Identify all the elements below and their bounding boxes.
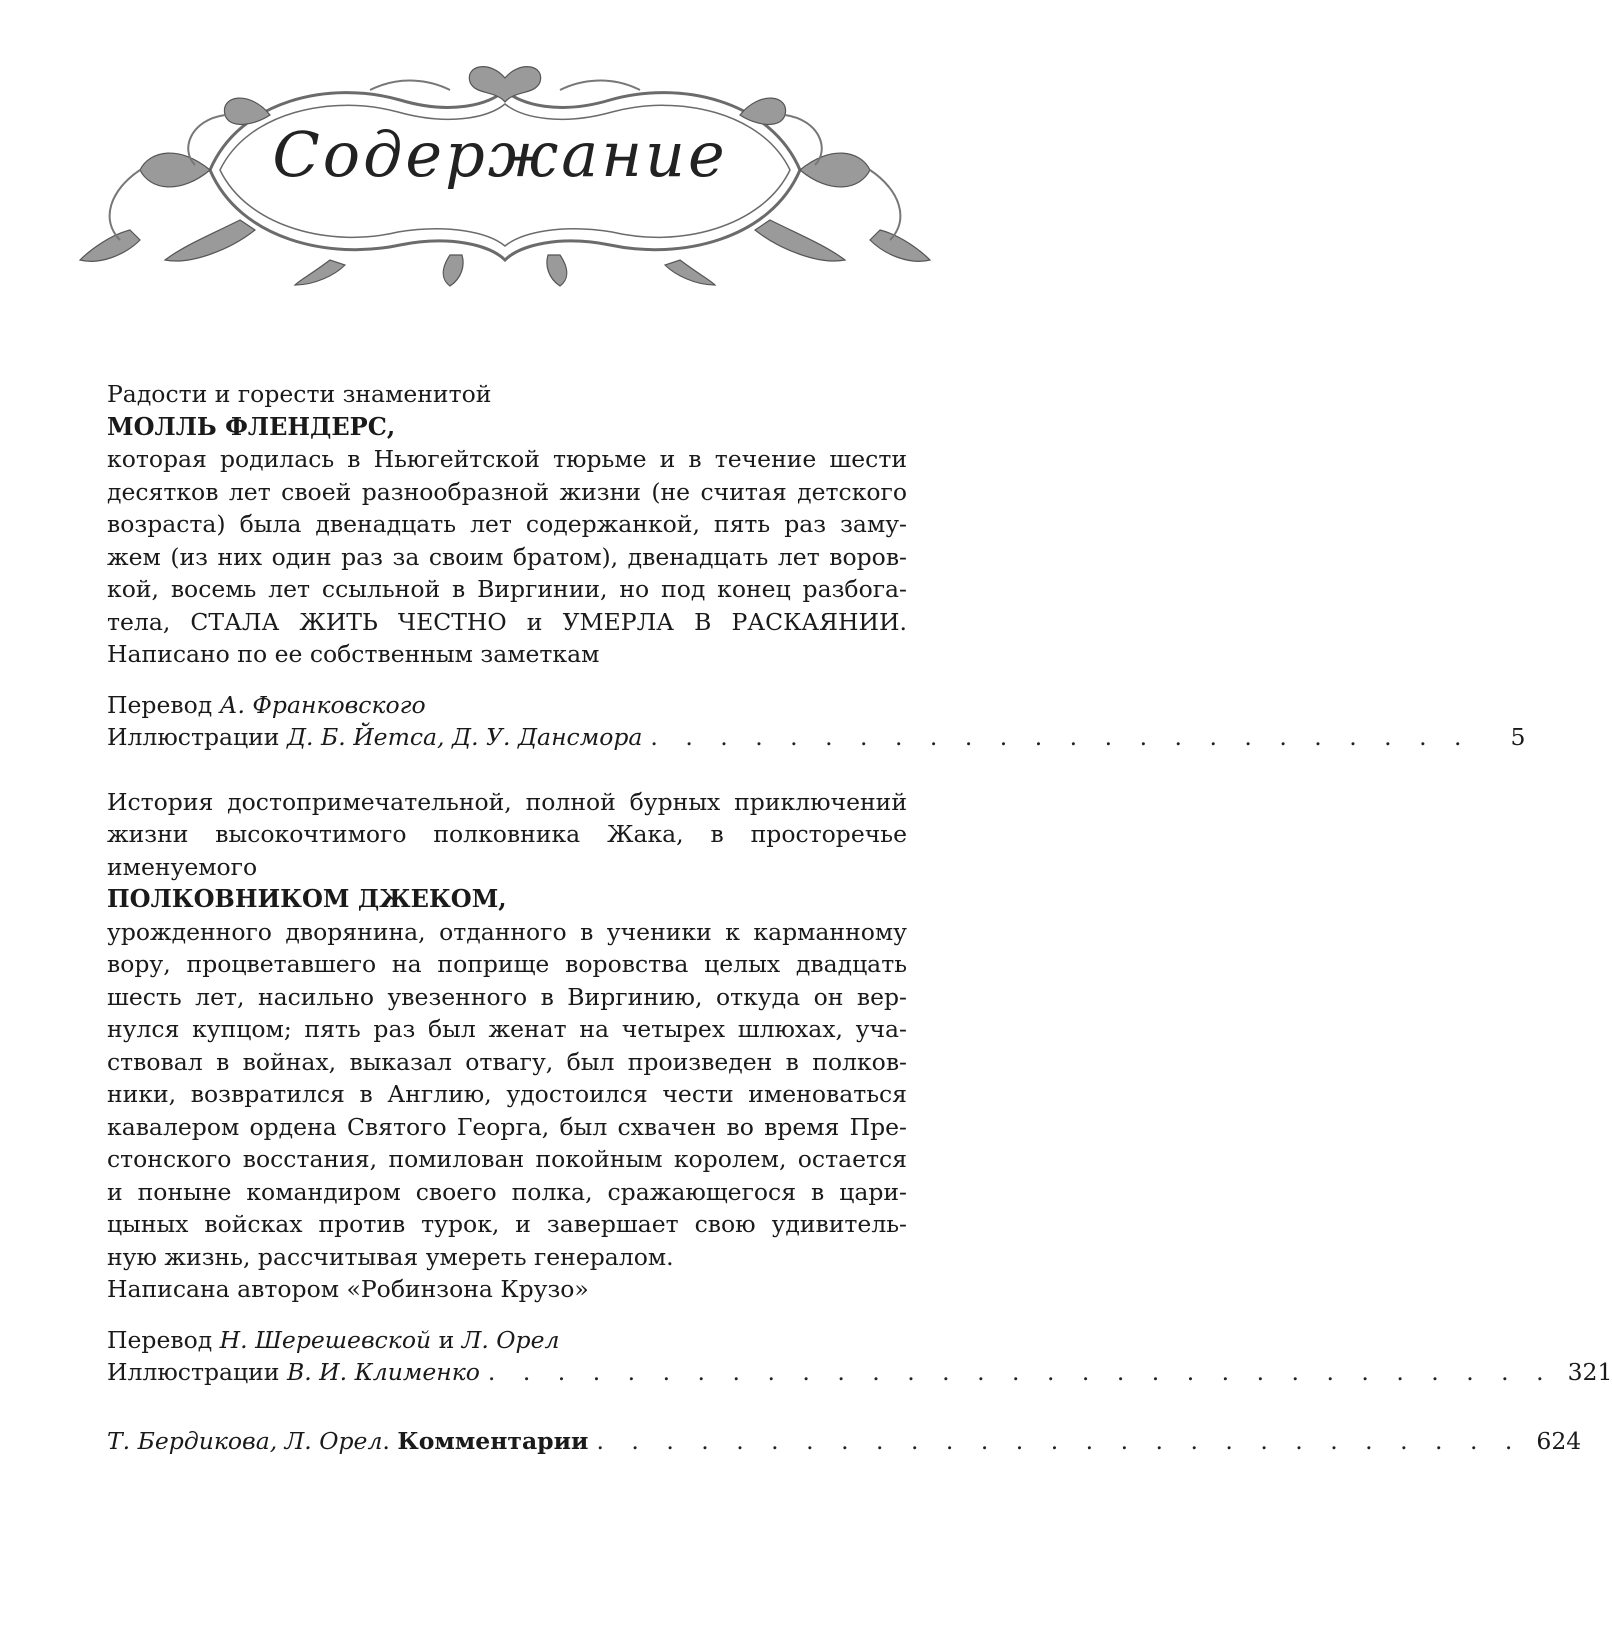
entry-description-line: кавалером ордена Святого Георга, был схвачен во время Пре- <box>107 1112 907 1141</box>
entry-intro-line: История достопримечательной, полной бурных приключений <box>107 787 907 816</box>
commentary-authors: Т. Бердикова, Л. Орел <box>107 1426 383 1455</box>
entry-description-line: и поныне командиром своего полка, сражающегося в цари- <box>107 1177 907 1206</box>
entry-description-line: жем (из них один раз за своим братом), двенадцать лет воров- <box>107 542 907 571</box>
entry-description-line: возраста) была двенадцать лет содержанкой, пять раз заму- <box>107 510 907 538</box>
toc-row-moll-flanders[interactable] <box>107 721 1526 754</box>
translation-label: Перевод <box>107 690 220 719</box>
entry-description-line: шесть лет, насильно увезенного в Виргинию, откуда он вер- <box>107 982 907 1011</box>
illustrations-label: Иллюстрации <box>107 1358 287 1386</box>
toc-entry-moll-flanders <box>107 378 1526 754</box>
entry-description-line: десятков лет своей разнообразной жизни (не считая детского <box>107 477 907 506</box>
illustrator-names: В. И. Клименко <box>286 1358 480 1386</box>
toc-row-commentary[interactable] <box>107 1425 1582 1458</box>
illustrations-label: Иллюстрации <box>107 723 287 751</box>
entry-description-line: нулся купцом; пять раз был женат на четырех шлюхах, уча- <box>107 1015 907 1043</box>
entry-translation-credit <box>107 689 907 722</box>
page-number: 321 <box>1567 1358 1612 1386</box>
page-number: 624 <box>1536 1426 1582 1455</box>
translator-name: Л. Орел <box>461 1325 560 1354</box>
entry-intro: Радости и горести знаменитой <box>107 380 492 408</box>
commentary-title: Комментарии <box>397 1426 589 1455</box>
entry-translation-credit <box>107 1324 907 1357</box>
entry-description-line: цыных войсках против турок, и завершает свою удивитель- <box>107 1210 907 1238</box>
page-number: 5 <box>1510 723 1526 751</box>
illustration-credit <box>107 721 642 754</box>
entry-description-line: вору, процветавшего на поприще воровства целых двадцать <box>107 950 907 978</box>
entry-description-line: урожденного дворянина, отданного в ученики к карманному <box>107 917 907 946</box>
authors-suffix: . <box>382 1426 398 1455</box>
leader-dots: . . . . . . . . . . . . . . . . . . . . . . . . . . . . . . . <box>487 1358 1554 1386</box>
illustrator-names: Д. Б. Йетса, Д. У. Дансмора <box>286 723 643 751</box>
entry-description-line: которая родилась в Ньюгейтской тюрьме и в течение шести <box>107 445 907 473</box>
illustration-credit <box>107 1356 480 1389</box>
entry-heading: ПОЛКОВНИКОМ ДЖЕКОМ, <box>107 884 507 913</box>
entry-intro-line: именуемого <box>107 852 258 881</box>
entry-intro-line: жизни высокочтимого полковника Жака, в просторечье <box>107 820 907 848</box>
entry-description-line: ствовал в войнах, выказал отвагу, был произведен в полков- <box>107 1047 907 1076</box>
entry-description-line: тела, СТАЛА ЖИТЬ ЧЕСТНО и УМЕРЛА В РАСКАЯНИИ. <box>107 607 907 636</box>
toc-row-colonel-jack[interactable] <box>107 1356 1612 1389</box>
entry-description-line: стонского восстания, помилован покойным королем, остается <box>107 1145 907 1173</box>
translator-joiner: и <box>431 1325 462 1354</box>
entry-source-note: Написано по ее собственным заметкам <box>107 640 600 668</box>
toc-entry-colonel-jack <box>107 786 1612 1389</box>
entry-description-line: ную жизнь, рассчитывая умереть генералом. <box>107 1242 674 1271</box>
entry-description-line: кой, восемь лет ссыльной в Виргинии, но под конец разбога- <box>107 575 907 603</box>
entry-source-note: Написана автором «Робинзона Крузо» <box>107 1275 589 1303</box>
leader-dots: . . . . . . . . . . . . . . . . . . . . . . . . . . . <box>596 1426 1523 1455</box>
commentary-credit <box>107 1425 588 1458</box>
translator-name: А. Франковского <box>219 690 426 719</box>
translation-label: Перевод <box>107 1325 220 1354</box>
entry-description-line: ники, возвратился в Англию, удостоился чести именоваться <box>107 1080 907 1108</box>
page-title: Содержание <box>272 118 728 191</box>
table-of-contents <box>107 378 1612 1457</box>
leader-dots: . . . . . . . . . . . . . . . . . . . . . . . . <box>650 723 1472 751</box>
entry-heading: МОЛЛЬ ФЛЕНДЕРС, <box>107 411 396 441</box>
translator-name: Н. Шерешевской <box>219 1325 432 1354</box>
